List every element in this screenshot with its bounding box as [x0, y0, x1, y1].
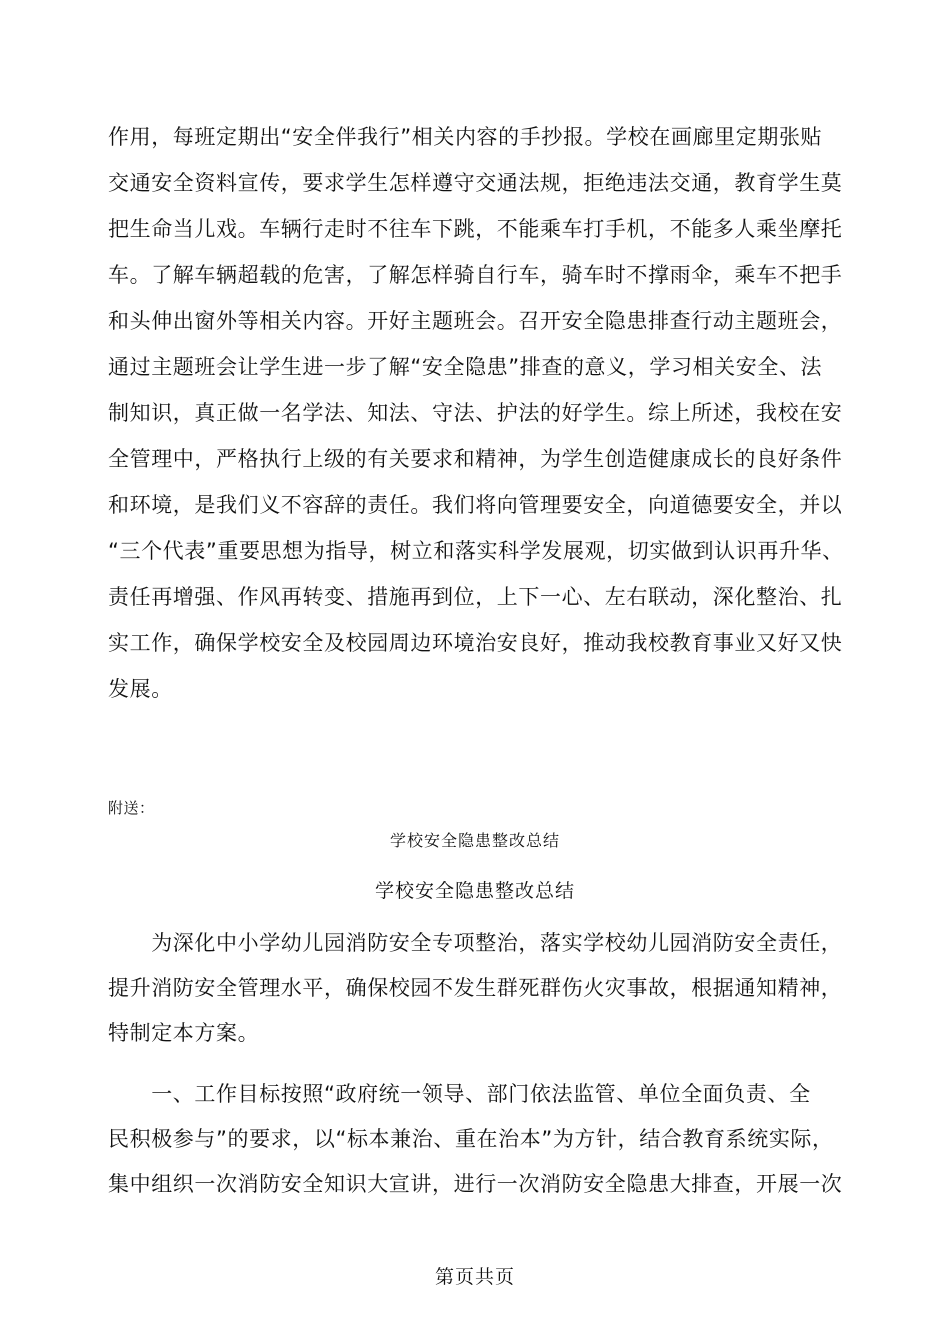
- paragraph-line: 集中组织一次消防安全知识大宣讲，进行一次消防安全隐患大排查，开展一次: [108, 1172, 843, 1196]
- body-line: 和头伸出窗外等相关内容。开好主题班会。召开安全隐患排查行动主题班会，: [108, 309, 843, 333]
- body-line: 责任再增强、作风再转变、措施再到位，上下一心、左右联动，深化整治、扎: [108, 585, 843, 609]
- body-line: 把生命当儿戏。车辆行走时不往车下跳，不能乘车打手机，不能多人乘坐摩托: [108, 217, 843, 241]
- body-line: “三个代表”重要思想为指导，树立和落实科学发展观，切实做到认识再升华、: [108, 539, 844, 563]
- body-text: [108, 114, 868, 712]
- paragraph-line: 民积极参与”的要求，以“标本兼治、重在治本”为方针，结合教育系统实际，: [108, 1127, 834, 1151]
- paragraph-line: 特制定本方案。: [108, 1021, 260, 1045]
- paragraph-line: 为深化中小学幼儿园消防安全专项整治，落实学校幼儿园消防安全责任，: [108, 931, 843, 955]
- body-line: 发展。: [108, 677, 173, 701]
- body-line: 制知识，真正做一名学法、知法、守法、护法的好学生。综上所述，我校在安: [108, 401, 843, 425]
- page-footer: 第页共页: [434, 1266, 515, 1288]
- body-line: 作用，每班定期出“安全伴我行”相关内容的手抄报。学校在画廊里定期张贴: [108, 125, 823, 149]
- body-line: 车。了解车辆超载的危害，了解怎样骑自行车，骑车时不撑雨伞，乘车不把手: [108, 263, 843, 287]
- paragraph-line: 提升消防安全管理水平，确保校园不发生群死群伤火灾事故，根据通知精神，: [108, 976, 843, 1000]
- section-title: 学校安全隐患整改总结: [374, 880, 575, 902]
- appendix-label: 附送：: [108, 799, 155, 817]
- body-line: 通过主题班会让学生进一步了解“安全隐患”排查的意义，学习相关安全、法: [108, 355, 823, 379]
- body-line: 和环境，是我们义不容辞的责任。我们将向管理要安全，向道德要安全，并以: [108, 493, 843, 517]
- body-line: 交通安全资料宣传，要求学生怎样遵守交通法规，拒绝违法交通，教育学生莫: [108, 171, 843, 195]
- paragraph-line: 一、工作目标按照“政府统一领导、部门依法监管、单位全面负责、全: [108, 1082, 811, 1106]
- summary-text: [108, 921, 868, 1207]
- body-line: 全管理中，严格执行上级的有关要求和精神，为学生创造健康成长的良好条件: [108, 447, 843, 471]
- paragraph-gap: [108, 1056, 868, 1072]
- appendix-small-title: 学校安全隐患整改总结: [389, 831, 560, 850]
- body-line: 实工作，确保学校安全及校园周边环境治安良好，推动我校教育事业又好又快: [108, 631, 843, 655]
